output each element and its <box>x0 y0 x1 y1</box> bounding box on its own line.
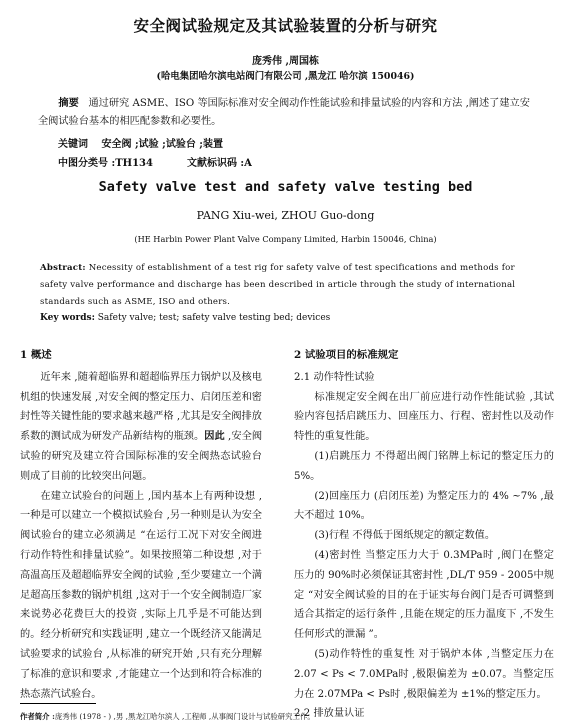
abstract-cn-label: 摘要 <box>58 97 79 109</box>
affiliation-en: (HE Harbin Power Plant Valve Company Limited, Harbin 150046, China) <box>134 234 437 244</box>
doc-code-value: A <box>244 158 252 169</box>
left-column <box>20 346 262 704</box>
subsection-2-1-heading: 2.1 动作特性试验 <box>294 371 375 383</box>
paragraph-1-part-a: 近年来 ,随着超临界和超超临界压力锅炉以及核电机组的快速发展 ,对安全阀的整定压力、启闭压差和密封性等关键性能的要求越来越严格 ,尤其是安全阀排放系数的测试成为研发产品新结构的瓶颈。 <box>20 371 262 443</box>
keywords-en <box>40 313 330 323</box>
authors-cn: 庞秀伟 ,周国栋 <box>252 56 319 67</box>
clc-label: 中图分类号 : <box>58 158 116 169</box>
keywords-en-text: Safety valve; test; safety valve testing bed; devices <box>97 313 331 323</box>
clc-value: TH134 <box>115 158 153 169</box>
footnote-label: 作者简介 : <box>20 712 55 721</box>
list-item: (3)行程 不得低于图纸规定的额定数值。 <box>314 530 496 542</box>
abstract-en-label: Abstract: <box>40 263 86 273</box>
section-2-1-intro: 标准规定安全阀在出厂前应进行动作性能试验 ,其试验内容包括启跳压力、回座压力、行程、密封性以及动作特性的重复性能。 <box>294 391 554 443</box>
paragraph-1-emphasis: 因此 <box>204 430 225 443</box>
abstract-cn-text: 通过研究 ASME、ISO 等国际标准对安全阀动作性能试验和排量试验的内容和方法 ,阐述了建立安全阀试验台基本的相匹配参数和必要性。 <box>38 98 530 127</box>
keywords-cn-label: 关键词 <box>58 139 88 150</box>
keywords-en-label: Key words: <box>40 313 95 323</box>
abstract-cn <box>38 94 538 131</box>
footnote-text: 庞秀伟 (1978 - ) ,男 ,黑龙江哈尔滨人 ,工程师 ,从事阀门设计与试验研究工作。 <box>54 712 315 721</box>
keywords-cn <box>58 135 223 150</box>
author-footnote <box>20 711 315 722</box>
list-item: (2)回座压力 (启闭压差) 为整定压力的 4% ~7% ,最大不超过 10%。 <box>294 490 554 522</box>
paragraph-1 <box>20 368 262 487</box>
list-item: (5)动作特性的重复性 对于锅炉本体 ,当整定压力在 2.07 < Ps < 7.0MPa时 ,极限偏差为 ±0.07。当整定压力在 2.07MPa < Ps时 ,极限偏差为 ±1%的整定压力。 <box>294 648 554 700</box>
doc-code-label: 文献标识码 : <box>186 158 245 169</box>
list-item: (4)密封性 当整定压力大于 0.3MPa时 ,阀门在整定压力的 90%时必须保证其密封性 ,DL/T 959 - 2005中规定 “对安全阀试验的目的在于证实每台阀门是否可调整到适合其指定的运行条件 ,且能在规定的压力温度下 ,不发生任何形式的泄漏 ”。 <box>294 549 554 641</box>
footnote-divider <box>20 703 96 704</box>
affiliation-cn: (哈电集团哈尔滨电站阀门有限公司 ,黑龙江 哈尔滨 150046) <box>156 71 415 82</box>
section-2-heading: 2 试验项目的标准规定 <box>294 349 399 361</box>
authors-en: PANG Xiu-wei, ZHOU Guo-dong <box>196 209 375 222</box>
paragraph-1-part-c: ,安全阀试验的研究及建立符合国际标准的安全阀热态试验台则成了目前的比较突出问题。 <box>20 431 263 482</box>
classification-line <box>58 154 252 169</box>
right-column <box>294 346 554 724</box>
subsection-2-2-heading: 2.2 排放量认证 <box>294 708 365 720</box>
keywords-cn-text: 安全阀 ;试验 ;试验台 ;装置 <box>101 139 224 150</box>
paper-title-cn: 安全阀试验规定及其试验装置的分析与研究 <box>133 16 438 35</box>
abstract-en <box>40 260 536 311</box>
paper-title-en: Safety valve test and safety valve testing bed <box>98 179 473 195</box>
abstract-en-text: Necessity of establishment of a test rig for safety valve of test specifications and methods for safety valve performance and discharge has been described in article through the study of international standards such as ASME, ISO and others. <box>40 263 516 307</box>
section-1-heading: 1 概述 <box>20 349 52 361</box>
list-item: (1)启跳压力 不得超出阀门铭牌上标记的整定压力的 5%。 <box>294 450 554 482</box>
paragraph-2: 在建立试验台的问题上 ,国内基本上有两种设想 ,一种是可以建立一个模拟试验台 ,另一种则是认为安全阀试验台的建立必须满足 “在运行工况下对安全阀进行动作特性和排量试验”。如果按照第二种设想 ,对于高温高压及超超临界安全阀的试验 ,至少要建立一个满足超高压参数的锅炉机组 ,这对于一个安全阀制造厂家来说势必花费巨大的投资 ,实际上几乎是不可能达到的。经分析研究和实践证明 ,建立一个既经济又能满足试验要求的试验台 ,从标准的研究开始 ,只有充分理解了标准的意识和要求 ,才能建立一个达到和符合标准的热态蒸汽试验台。 <box>20 490 262 700</box>
